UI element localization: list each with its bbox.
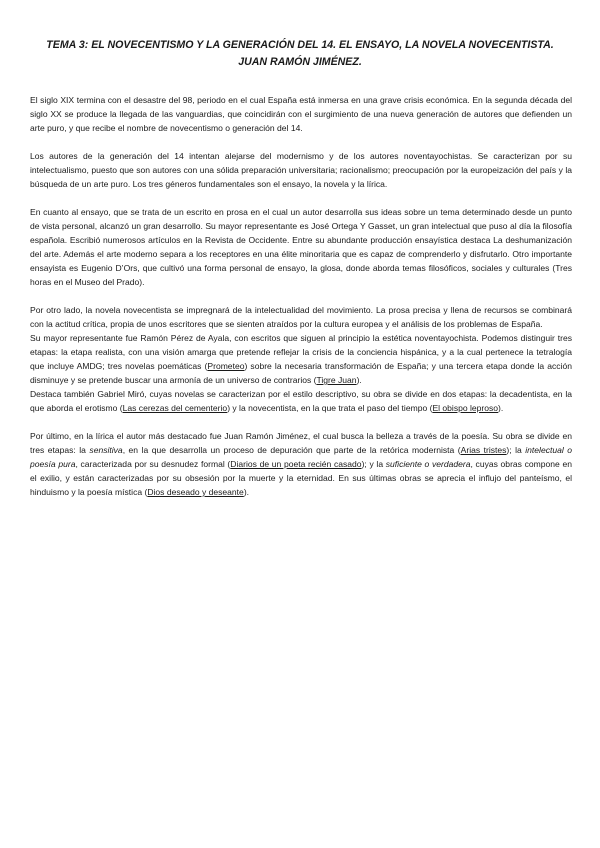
work-title: Arias tristes [460, 445, 507, 455]
paragraph-intro: El siglo XIX termina con el desastre del 98, periodo en el cual España está inmersa en una grave crisis económica. En la segunda década del siglo XX se produce la llegada de las vanguardias, que coincidirán con el surgimiento de una nueva generación de autores que defienden un arte puro, y que recibe el nombre de novecentismo o generación del 14. [30, 95, 572, 133]
paragraph-generacion-14: Los autores de la generación del 14 intentan alejarse del modernismo y de los autores noventayochistas. Se caracterizan por su intelectualismo, puesto que son autores con una sólida preparación universitaria; racionalismo; preocupación por la europeización del país y la búsqueda de un arte puro. Los tres géneros fundamentales son el ensayo, la novela y la lírica. [30, 151, 572, 189]
work-title: Prometeo [207, 361, 245, 371]
title-line-2: JUAN RAMÓN JIMÉNEZ. [238, 56, 362, 68]
paragraph-ensayo: En cuanto al ensayo, que se trata de un escrito en prosa en el cual un autor desarrolla sus ideas sobre un tema determinado desde un punto de vista personal, alcanzó un gran desarrollo. Su mayor representante es José Ortega Y Gasset, un gran intelectual que puso al día la filosofía española. Escribió numerosos artículos en la Revista de Occidente. Entre su abundante producción ensayística destaca La deshumanización del arte. Además el arte moderno separa a los receptores en una élite minoritaria que es capaz de comprenderlo y disfrutarlo. Otro importante ensayista es Eugenio D’Ors, que cultivó una forma personal de ensayo, la glosa, donde aborda temas filosóficos, sociales y culturales (Tres horas en el Museo del Prado). [30, 207, 572, 287]
title-line-1: TEMA 3: EL NOVECENTISMO Y LA GENERACIÓN DEL 14. EL ENSAYO, LA NOVELA NOVECENTISTA. [46, 39, 554, 51]
paragraph-perez-de-ayala: Su mayor representante fue Ramón Pérez de Ayala, con escritos que siguen al principio la estética noventayochista. Podemos distinguir tres etapas: la etapa realista, con una visión amarga que pretende reflejar la crisis de la conciencia hispánica, y a la cual pertenece la tetralogía que incluye AMDG; tres novelas poemáticas (Prometeo) sobre la necesaria transformación de España; y una tercera etapa donde la acción disminuye y se pretende buscar una armonía de un universo de contrarios (Tigre Juan). [30, 333, 572, 385]
work-title: El obispo leproso [432, 403, 499, 413]
paragraph-novela-intro: Por otro lado, la novela novecentista se impregnará de la intelectualidad del movimiento. La prosa precisa y llena de recursos se combinará con la actitud crítica, propia de unos escritores que se sienten atraídos por la cultura europea y el análisis de los problemas de España. [30, 305, 572, 329]
paragraph-lirica: Por último, en la lírica el autor más destacado fue Juan Ramón Jiménez, el cual busca la belleza a través de la poesía. Su obra se divide en tres etapas: la sensitiva, en la que desarrolla un proceso de depuración que parte de la retórica modernista (Arias tristes); la intelectual o poesía pura, caracterizada por su desnudez formal (Diarios de un poeta recién casado); y la suficiente o verdadera, cuyas obras compone en el exilio, y están caracterizadas por su obsesión por la muerte y la eternidad. En sus últimas obras se aprecia el influjo del panteísmo, el hinduismo y la poesía mística (Dios deseado y deseante). [30, 431, 572, 497]
work-title: Dios deseado y deseante [147, 487, 244, 497]
document-title [28, 37, 572, 71]
work-title: Las cerezas del cementerio [122, 403, 228, 413]
stage-name: suficiente o verdadera [385, 459, 471, 469]
document-body [30, 93, 572, 499]
stage-name: intelectual o poesía pura [30, 445, 572, 469]
stage-name: sensitiva [89, 445, 123, 455]
work-title: Tigre Juan [316, 375, 357, 385]
paragraph-gabriel-miro: Destaca también Gabriel Miró, cuyas novelas se caracterizan por el estilo descriptivo, su obra se divide en dos etapas: la decadentista, en la que aborda el erotismo (Las cerezas del cementerio) y la novecentista, en la que trata el paso del tiempo (El obispo leproso). [30, 389, 572, 413]
work-title: Diarios de un poeta recién casado [230, 459, 362, 469]
